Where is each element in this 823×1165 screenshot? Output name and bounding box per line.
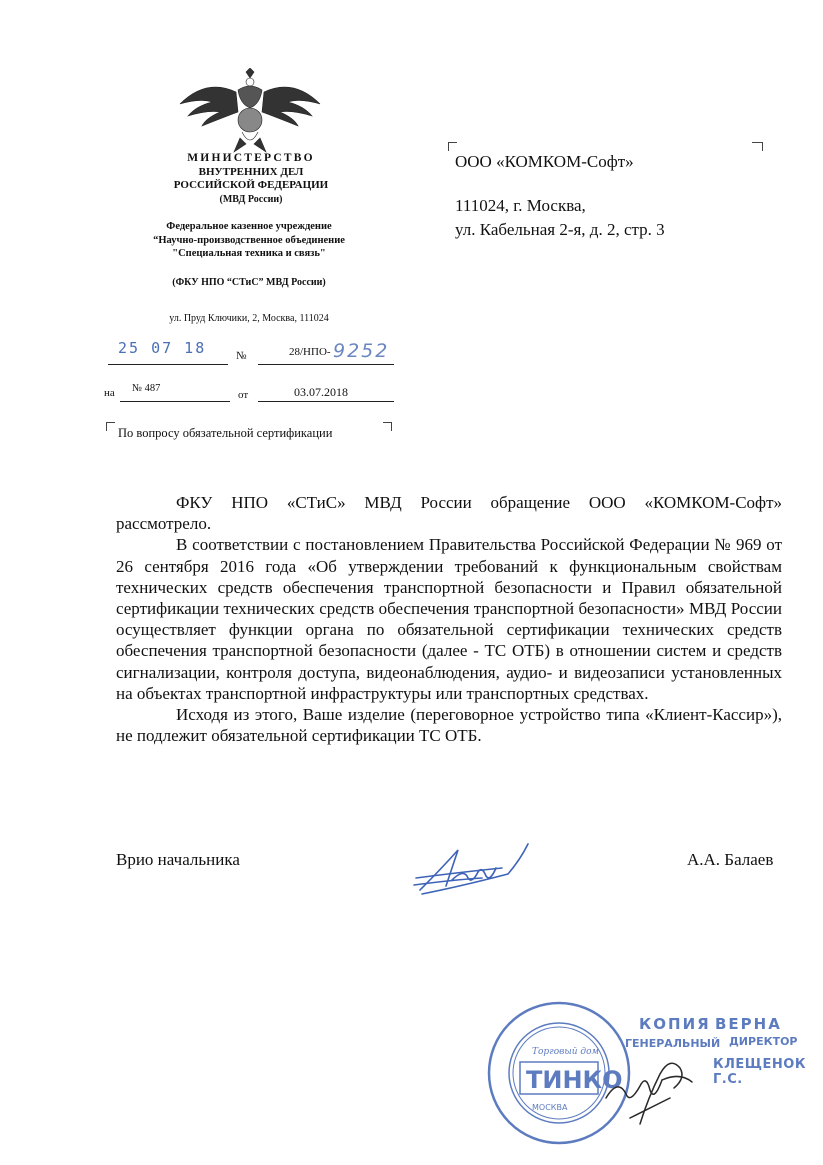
recipient-company: ООО «КОМКОМ-Софт» xyxy=(455,152,634,171)
institution-address: ул. Пруд Ключики, 2, Москва, 111024 xyxy=(169,313,329,324)
recipient-block xyxy=(455,150,665,242)
outgoing-date: 25 07 18 xyxy=(118,339,207,357)
letter-body xyxy=(116,492,782,746)
copy-stamp-word-2: ВЕРНА xyxy=(715,1015,782,1033)
reply-date: 03.07.2018 xyxy=(294,385,348,399)
signer-name: А.А. Балаев xyxy=(687,850,774,869)
outgoing-number-prefix: 28/НПО- xyxy=(289,346,331,358)
reply-date-underline xyxy=(258,401,394,402)
body-paragraph-1-line-1: ФКУ НПО «СТиС» МВД России обращение ООО «КОМКОМ-Софт» xyxy=(176,493,782,512)
body-paragraph-2: В соответствии с постановлением Правительства Российской Федерации № 969 от 26 сентября 2016 года «Об утверждении требований к функциональным свойствам технических средств обеспечения транспортной безопасности и Правил обязательной сертификации технических средств обеспечения транспортной безопасности» МВД России осуществляет функции органа по обязательной сертификации технических средств обеспечения транспортной безопасности (далее - ТС ОТБ) в отношении систем и средств сигнализации, контроля доступа, видеонаблюдения, аудио- и видеозаписи установленных на объектах транспортной инфраструктуры или транспортных средствах. xyxy=(116,535,782,703)
outgoing-number: 9252 xyxy=(333,340,390,362)
ministry-name xyxy=(120,152,382,206)
reply-to-label: на xyxy=(104,387,115,399)
number-underline xyxy=(258,364,394,365)
ministry-line-3: РОССИЙСКОЙ ФЕДЕРАЦИИ xyxy=(173,179,329,191)
body-paragraph-1-line-2: рассмотрело. xyxy=(116,514,212,534)
reply-number-underline xyxy=(120,401,230,402)
institution-line-3: "Специальная техника и связь" xyxy=(172,248,326,259)
recipient-corner-right xyxy=(752,142,763,151)
director-signature-icon xyxy=(600,1038,700,1128)
institution-name xyxy=(112,220,386,261)
copy-stamp-word-1: КОПИЯ xyxy=(639,1015,711,1033)
recipient-address-line-2: ул. Кабельная 2-я, д. 2, стр. 3 xyxy=(455,220,665,239)
institution-line-2: “Научно-производственное объединение xyxy=(153,234,345,246)
institution-short: (ФКУ НПО “СТиС” МВД России) xyxy=(172,277,326,288)
ministry-line-2: ВНУТРЕННИХ ДЕЛ xyxy=(198,165,304,178)
subject-line: По вопросу обязательной сертификации xyxy=(118,426,333,440)
handwritten-signature-icon xyxy=(412,838,537,898)
copy-stamp-name: КЛЕЩЕНОК Г.С. xyxy=(713,1057,806,1087)
svg-text:ТИНКО: ТИНКО xyxy=(526,1066,623,1094)
body-paragraph-3: Исходя из этого, Ваше изделие (переговорное устройство типа «Клиент-Кассир»), не подлежит обязательной сертификации ТС ОТБ. xyxy=(116,705,782,746)
institution-line-1: Федеральное казенное учреждение xyxy=(166,221,332,232)
copy-stamp-title-2: ДИРЕКТОР xyxy=(729,1035,798,1048)
signer-position: Врио начальника xyxy=(116,850,240,869)
number-sign: № xyxy=(236,350,247,362)
date-underline xyxy=(108,364,228,365)
svg-text:МОСКВА: МОСКВА xyxy=(532,1103,568,1112)
reply-to-number: № 487 xyxy=(132,383,161,394)
ministry-line-1: МИНИСТЕРСТВО xyxy=(187,152,315,164)
subject-corner-right xyxy=(383,422,392,431)
svg-text:Торговый дом: Торговый дом xyxy=(532,1047,599,1057)
reply-date-label: от xyxy=(238,389,249,401)
ministry-short: (МВД России) xyxy=(219,193,283,205)
subject-corner-left xyxy=(106,422,115,431)
recipient-address-line-1: 111024, г. Москва, xyxy=(455,196,586,215)
copy-stamp-title-1: ГЕНЕРАЛЬНЫЙ xyxy=(625,1037,721,1050)
eagle-emblem-icon xyxy=(176,68,324,154)
